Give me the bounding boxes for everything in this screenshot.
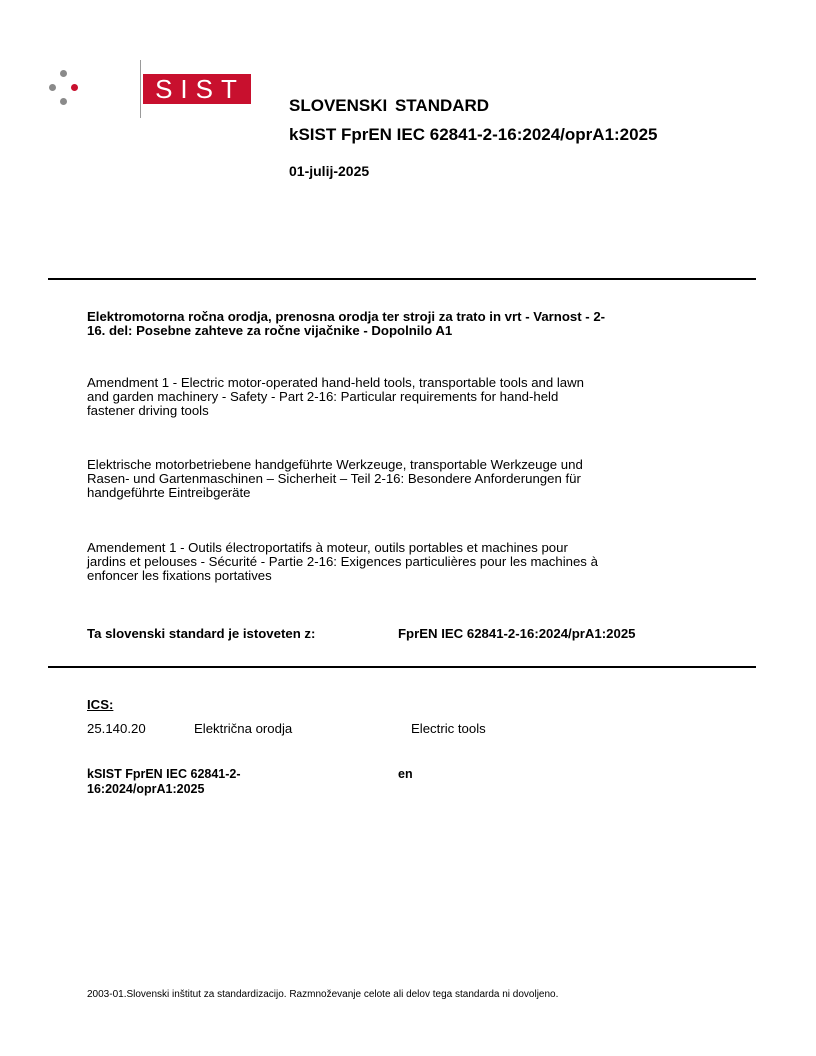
title-line: 16. del: Posebne zahteve za ročne vijačnike - Dopolnilo A1: [87, 323, 453, 338]
logo-divider: [140, 60, 141, 118]
copyright-footer: 2003-01.Slovenski inštitut za standardizacijo. Razmnoževanje celote ali delov tega standarda ni dovoljeno.: [87, 989, 559, 1000]
logo-dot-icon: [60, 98, 67, 105]
title-line: Rasen- und Gartenmaschinen – Sicherheit – Teil 2-16: Besondere Anforderungen für: [87, 471, 581, 486]
sist-logo: [46, 60, 245, 120]
reference-line: kSIST FprEN IEC 62841-2-: [87, 767, 241, 781]
standard-type: SLOVENSKI STANDARD: [289, 96, 490, 115]
ics-label: ICS:: [87, 697, 114, 712]
title-english: [87, 376, 727, 418]
title-line: Elektrische motorbetriebene handgeführte Werkzeuge, transportable Werkzeuge und: [87, 457, 583, 472]
title-line: and garden machinery - Safety - Part 2-16: Particular requirements for hand-held: [87, 389, 559, 404]
ics-name-slovenian: Električna orodja: [194, 721, 293, 736]
title-line: fastener driving tools: [87, 403, 209, 418]
title-french: [87, 541, 727, 583]
bottom-divider: [48, 666, 756, 668]
title-line: Amendement 1 - Outils électroportatifs à moteur, outils portables et machines pour: [87, 540, 568, 555]
reference-language: en: [398, 767, 413, 781]
title-line: jardins et pelouses - Sécurité - Partie 2-16: Exigences particulières pour les machines à: [87, 554, 598, 569]
identity-value: FprEN IEC 62841-2-16:2024/prA1:2025: [398, 626, 636, 641]
reference-designation: [87, 767, 307, 797]
logo-dot-icon: [60, 70, 67, 77]
logo-accent-dot-icon: [71, 84, 78, 91]
reference-line: 16:2024/oprA1:2025: [87, 782, 205, 796]
logo-wordmark: SIST: [143, 74, 251, 104]
title-line: Elektromotorna ročna orodja, prenosna orodja ter stroji za trato in vrt - Varnost - 2-: [87, 309, 606, 324]
standard-designation: kSIST FprEN IEC 62841-2-16:2024/oprA1:2025: [289, 125, 658, 144]
title-german: [87, 458, 727, 500]
title-line: Amendment 1 - Electric motor-operated hand-held tools, transportable tools and lawn: [87, 375, 584, 390]
title-slovenian: [87, 310, 727, 338]
identity-label: Ta slovenski standard je istoveten z:: [87, 626, 316, 641]
ics-name-english: Electric tools: [411, 721, 486, 736]
title-line: handgeführte Eintreibgeräte: [87, 485, 251, 500]
ics-code: 25.140.20: [87, 721, 146, 736]
publication-date: 01-julij-2025: [289, 163, 370, 179]
top-divider: [48, 278, 756, 280]
logo-dot-icon: [49, 84, 56, 91]
title-line: enfoncer les fixations portatives: [87, 568, 272, 583]
